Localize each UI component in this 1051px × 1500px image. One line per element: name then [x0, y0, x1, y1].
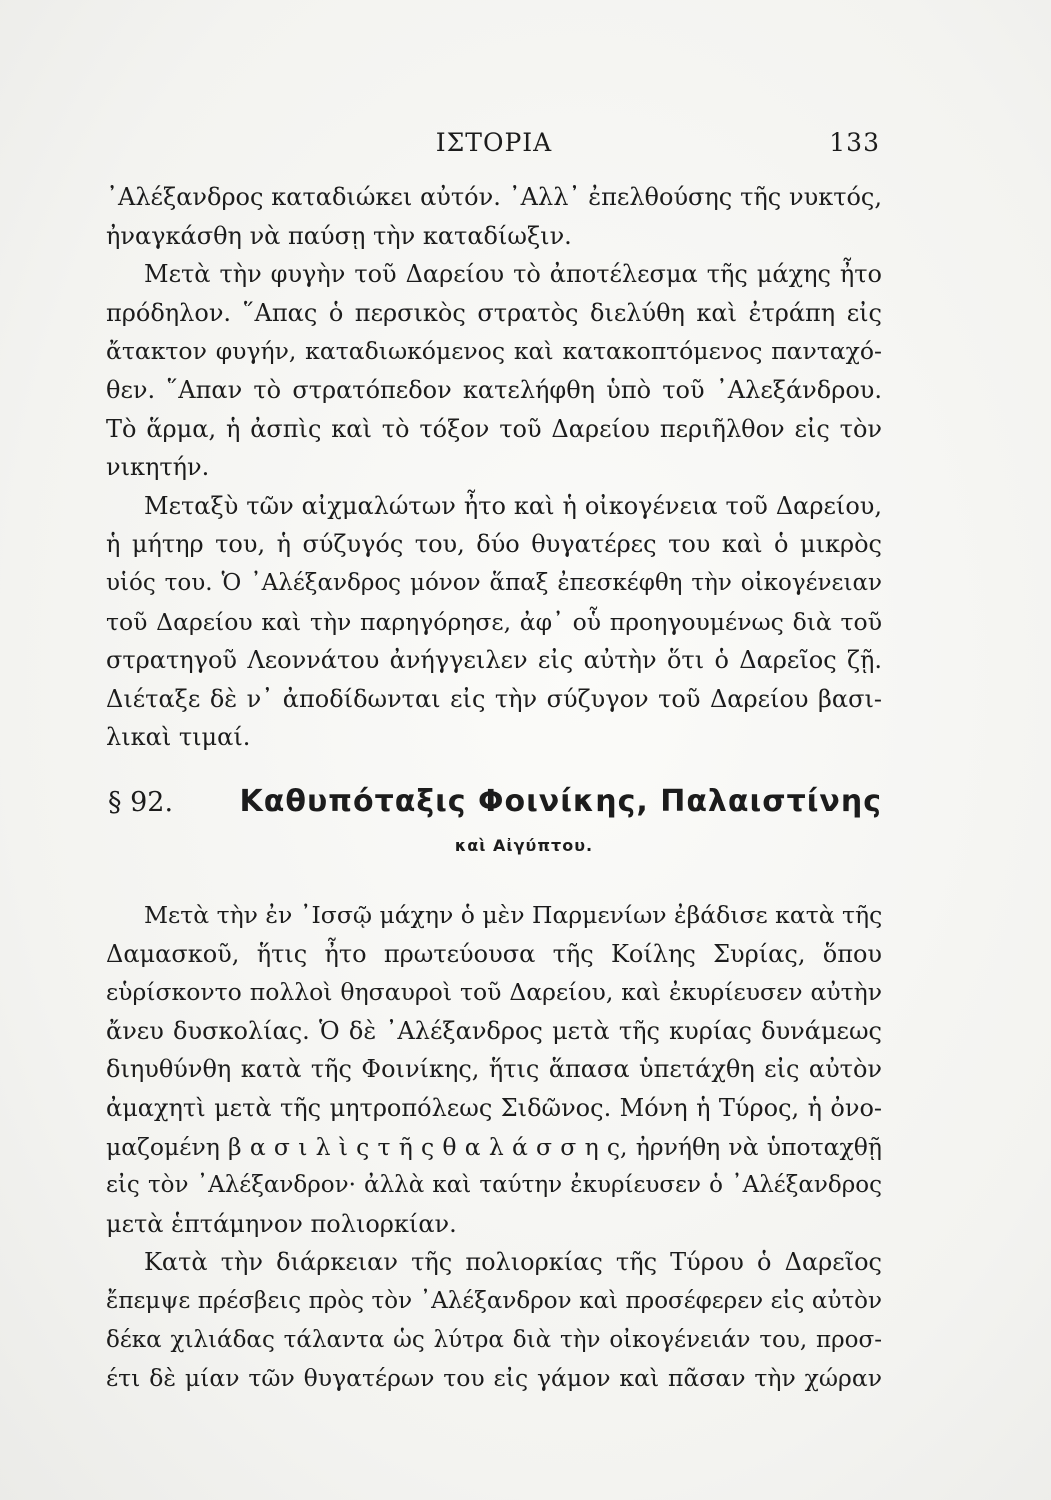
text-line: Διέταξε δὲ ν᾿ ἀποδίδωνται εἰς τὴν σύζυγον τοῦ Δαρείου βασι- [106, 684, 882, 713]
text-line: εὑρίσκοντο πολλοὶ θησαυροὶ τοῦ Δαρείου, καὶ ἐκυρίευσεν αὐτὴν [106, 978, 882, 1007]
text-line: Μεταξὺ τῶν αἰχμαλώτων ἦτο καὶ ἡ οἰκογένεια τοῦ Δαρείου, [144, 491, 882, 520]
text-line: διηυθύνθη κατὰ τῆς Φοινίκης, ἥτις ἅπασα ὑπετάχθη εἰς αὐτὸν [106, 1055, 882, 1084]
text-line: έτι δὲ μίαν τῶν θυγατέρων του εἰς γάμον καὶ πᾶσαν τὴν χώραν [106, 1364, 882, 1393]
text-line: στρατηγοῦ Λεοννάτου ἀνήγγειλεν εἰς αὐτὴν ὅτι ὁ Δαρεῖος ζῇ. [106, 646, 882, 675]
section-title: Καθυπόταξις Φοινίκης, Παλαιστίνης [239, 784, 882, 819]
text-line: εἰς τὸν ᾿Αλέξανδρον· ἀλλὰ καὶ ταύτην ἐκυρίευσεν ὁ ᾿Αλέξανδρος [106, 1172, 882, 1199]
running-title: ΙΣΤΟΡΙΑ [435, 128, 553, 157]
text-block-upper [106, 178, 882, 757]
text-line: ἔπεμψε πρέσβεις πρὸς τὸν ᾿Αλέξανδρον καὶ προσέφερεν εἰς αὐτὸν [106, 1287, 882, 1314]
section-number: § 92. [108, 787, 174, 818]
text-line: ἄτακτον φυγήν, καταδιωκόμενος καὶ κατακοπτόμενος πανταχό- [106, 337, 882, 366]
page-number: 133 [829, 128, 880, 157]
text-line: θεν. ῞Απαν τὸ στρατόπεδον κατελήφθη ὑπὸ τοῦ ᾿Αλεξάνδρου. [106, 375, 882, 404]
text-line: πρόδηλον. ῞Απας ὁ περσικὸς στρατὸς διελύθη καὶ ἐτράπη εἰς [106, 298, 882, 327]
text-line: νικητήν. [106, 453, 210, 482]
text-line: λικαὶ τιμαί. [106, 723, 251, 752]
text-line: ἡ μήτηρ του, ἡ σύζυγός του, δύο θυγατέρες του καὶ ὁ μικρὸς [106, 530, 882, 559]
text-line: τοῦ Δαρείου καὶ τὴν παρηγόρησε, ἀφ᾿ οὗ προηγουμένως διὰ τοῦ [106, 607, 882, 636]
text-line: μετὰ ἑπτάμηνον πολιορκίαν. [106, 1209, 457, 1238]
text-line: Μετὰ τὴν φυγὴν τοῦ Δαρείου τὸ ἀποτέλεσμα τῆς μάχης ἦτο [144, 260, 882, 289]
text-line: Δαμασκοῦ, ἥτις ἦτο πρωτεύουσα τῆς Κοίλης Συρίας, ὅπου [106, 939, 882, 968]
text-line: Τὸ ἅρμα, ἡ ἀσπὶς καὶ τὸ τόξον τοῦ Δαρείου περιῆλθον εἰς τὸν [106, 414, 882, 443]
text-line: Μετὰ τὴν ἐν ᾿Ισσῷ μάχην ὁ μὲν Παρμενίων ἐβάδισε κατὰ τῆς [144, 901, 882, 929]
text-block-lower [106, 896, 882, 1398]
running-header [108, 128, 880, 160]
text-line: ᾿Αλέξανδρος καταδιώκει αὐτόν. ᾿Αλλ᾿ ἐπελθούσης τῆς νυκτός, [106, 183, 882, 211]
section-heading-line-1 [106, 780, 882, 824]
text-line: δέκα χιλιάδας τάλαντα ὡς λύτρα διὰ τὴν οἰκογένειάν του, προσ- [106, 1326, 882, 1353]
section-title-continued: καὶ Αἰγύπτου. [454, 836, 594, 855]
text-line: ἠναγκάσθη νὰ παύσῃ τὴν καταδίωξιν. [106, 221, 572, 250]
text-line: ἀμαχητὶ μετὰ τῆς μητροπόλεως Σιδῶνος. Μόνη ἡ Τύρος, ἡ ὀνο- [106, 1093, 882, 1122]
text-line: ἄνευ δυσκολίας. Ὁ δὲ ᾿Αλέξανδρος μετὰ τῆς κυρίας δυνάμεως [106, 1016, 882, 1045]
text-line: μαζομένη β α σ ι λ ὶ ς τ ῆ ς θ α λ ά σ σ η ς, ἠρνήθη νὰ ὑποταχθῇ [106, 1132, 882, 1161]
text-line: υἱός του. Ὁ ᾿Αλέξανδρος μόνον ἅπαξ ἐπεσκέφθη τὴν οἰκογένειαν [106, 569, 882, 596]
text-line: Κατὰ τὴν διάρκειαν τῆς πολιορκίας τῆς Τύρου ὁ Δαρεῖος [144, 1248, 882, 1277]
section-heading [106, 780, 882, 868]
